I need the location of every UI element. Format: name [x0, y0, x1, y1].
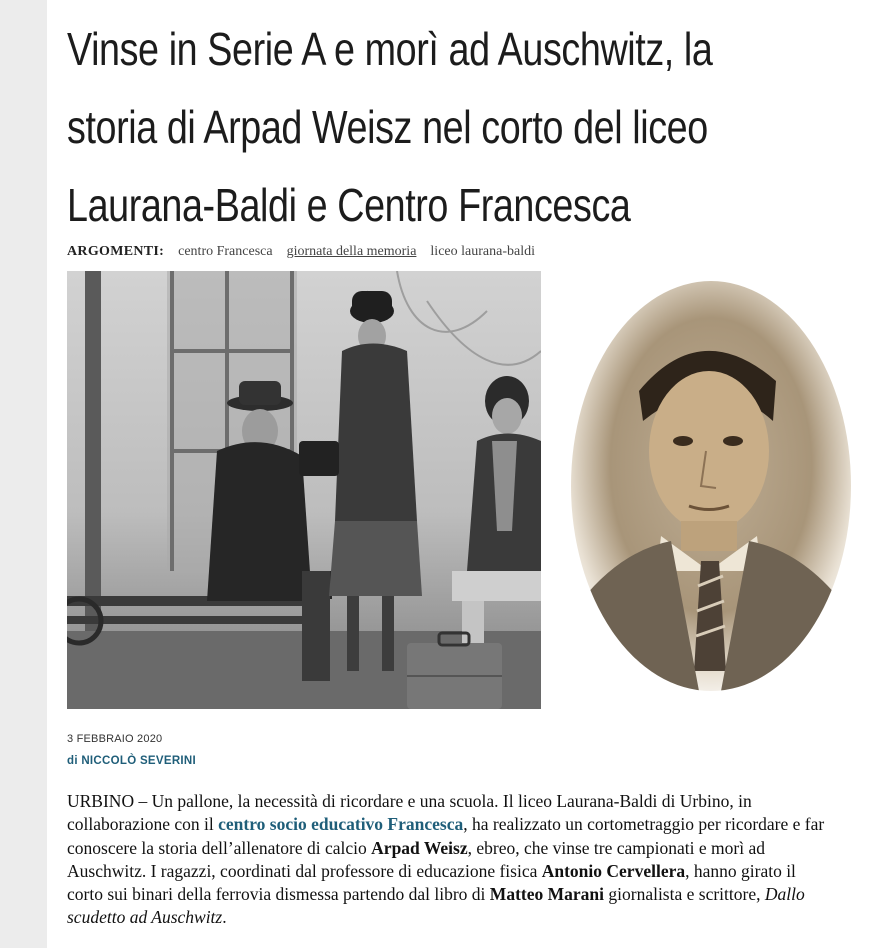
body-text: , ha realizzato un cortometraggio per ricordare e far conoscere la storia dell’allenatore di calcio	[67, 814, 825, 858]
body-text: giornalista e scrittore,	[604, 884, 765, 905]
article-title	[67, 10, 715, 244]
topics-bar	[67, 244, 535, 260]
article-page	[47, 0, 869, 948]
arpad-weisz-portrait	[561, 271, 851, 709]
bold-name-antonio-cervellera: Antonio Cervellera	[541, 860, 686, 881]
title-line: Laurana-Baldi e Centro Francesca	[67, 179, 631, 231]
author-prefix: di	[67, 755, 78, 767]
bold-name-arpad-weisz: Arpad Weisz	[371, 837, 468, 858]
title-line: Vinse in Serie A e morì ad Auschwitz, la	[67, 23, 713, 75]
book-title: Dallo scudetto ad Auschwitz	[67, 884, 805, 928]
topic-tag-centro-francesca[interactable]: centro Francesca	[178, 244, 273, 259]
topics-label: ARGOMENTI:	[67, 244, 165, 259]
author-byline	[67, 755, 196, 767]
publish-date: 3 FEBBRAIO 2020	[67, 733, 163, 745]
bold-name-matteo-marani: Matteo Marani	[489, 884, 604, 905]
topic-tag-giornata-della-memoria[interactable]: giornata della memoria	[286, 244, 417, 259]
topic-tag-liceo-laurana-baldi[interactable]: liceo laurana-baldi	[430, 244, 535, 259]
film-still-illustration	[67, 271, 541, 709]
portrait-illustration	[561, 271, 851, 709]
body-text: .	[222, 907, 227, 928]
article-body	[67, 790, 827, 930]
author-link[interactable]: NICCOLÒ SEVERINI	[81, 755, 197, 767]
body-text: , ebreo, che vinse tre campionati e morì ad Auschwitz. I ragazzi, coordinati dal professore di educazione fisica	[67, 837, 765, 881]
film-still-photo	[67, 271, 541, 709]
body-text: URBINO – Un pallone, la necessità di ricordare e una scuola. Il liceo Laurana-Baldi di Urbino, in collaborazione con il	[67, 791, 752, 835]
body-text: , hanno girato il corto sui binari della ferrovia dismessa partendo dal libro di	[67, 860, 796, 905]
inline-link-centro-francesca[interactable]: centro socio educativo Francesca	[218, 814, 464, 835]
title-line: storia di Arpad Weisz nel corto del liceo	[67, 101, 708, 153]
